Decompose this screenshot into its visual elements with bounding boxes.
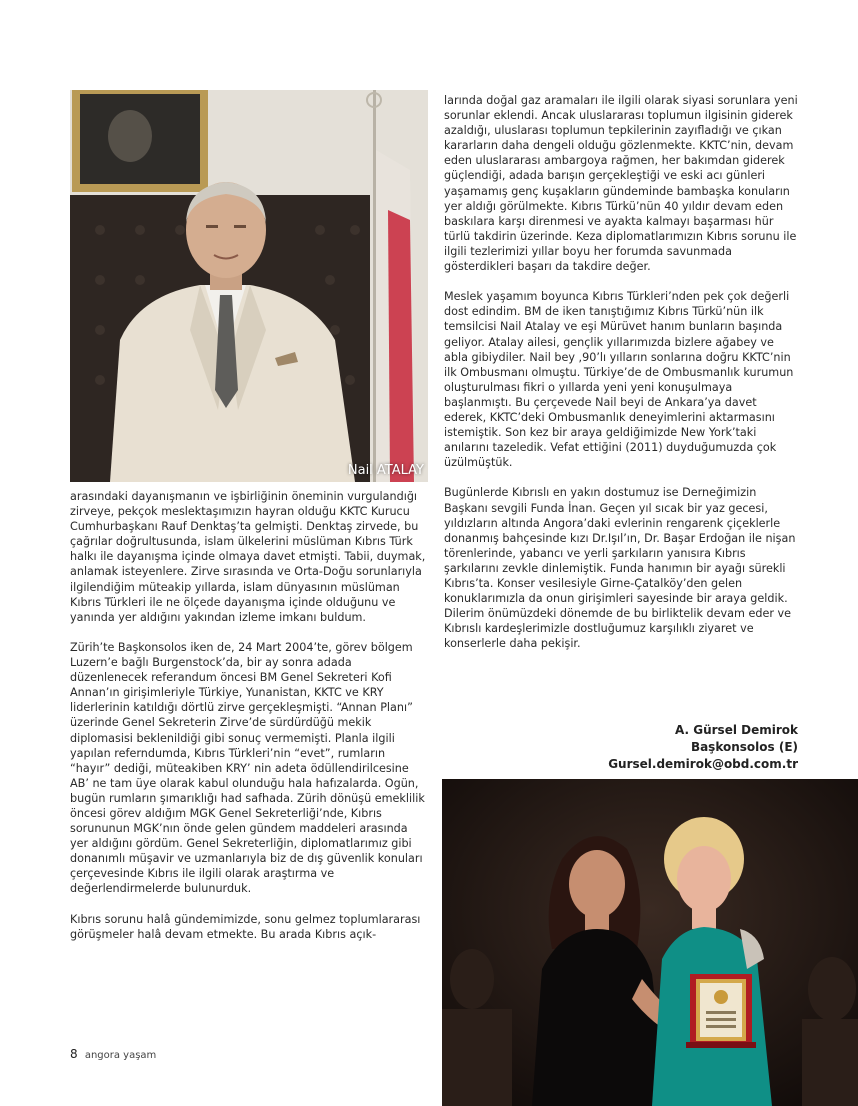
paragraph: Bugünlerde Kıbrıslı en yakın dostumuz ise Derneğimizin Başkanı sevgili Funda İnan. Geçen yıl sıcak bir yaz gecesi, yıldızların altında Angora’daki evlerinin rengarenk çiçeklerle donanmış bahçesinde kızı Dr.Işıl’ın, Dr. Başar Erdoğan ile nişan törenlerinde, yabancı ve yerli şarkıların yanısıra Kıbrıs şarkılarını zevkle dinlemiştik. Funda hanımın bir ayağı sürekli Kıbrıs’ta. Konser vesilesiyle Girne-Çatalköy’den gelen konuklarımızla da onun girişimleri sayesinde bir araya geldik. Dilerim önümüzdeki dönemde de bu birliktelik devam eder ve Kıbrıslı kardeşlerimizle dostluğumuz karşılıklı ziyaret ve konserlerle daha pekişir.: [444, 486, 796, 651]
paragraph: arasındaki dayanışmanın ve işbirliğinin öneminin vurgulandığı zirveye, pekçok meslektaşımızın hayran olduğu KKTC Kurucu Cumhurbaşkanı Rauf Denktaş’ta gelmişti. Denktaş zirvede, bu çağrılar doğrultusunda, islam ülkelerini müslüman Kıbrıs Türk halkı ile dayanışma içinde olmaya davet etmişti. Tabii, duymak, anlamak isteyenlere. Zirve sırasında ve Orta-Doğu sorunlarıyla ilgilendiğim müteakip yıllarda, islam dünyasının müslüman Kıbrıs Türkleri ile ne ölçede dayanışma içinde olduğunu ve yanında yer aldığını yakından izleme imkanı buldum.: [70, 490, 426, 624]
right-column: [444, 93, 800, 651]
author-title: Başkonsolos (E): [690, 740, 798, 754]
magazine-name: angora yaşam: [84, 1050, 157, 1061]
paragraph: Zürih’te Başkonsolos iken de, 24 Mart 2004’te, görev bölgem Luzern’e bağlı Burgenstock’da, bir ay sonra adada düzenlenecek referandum öncesi BM Genel Sekreteri Kofi Annan’ın girişimleriyle Türkiye, Yunanistan, KKTC ve KRY liderlerinin katıldığı dörtlü zirve gerçekleşmişti. “Annan Planı” üzerinde Genel Sekreterin Zirve’de sürdürdüğü mekik diplomasisi beklenildiği gibi sonuç vermemişti. Planla ilgili yapılan referndumda, Kıbrıs Türkleri’nin “evet”, rumların “hayır” dediği, müteakiben KRY’ nin adeta ödüllendirilcesine AB’ ne tam üye olarak kabul olunduğu hala hafızalarda. Ogün, bugün rumların şımarıklığı had safhada. Zürih dönüşü emeklilik öncesi görev aldığım MGK Genel Sekreterliği’nde, Kıbrıs sorununun MGK’nın önde gelen gündem maddeleri arasında yer aldığını gördüm. Genel Sekreterliğin, diplomatlarımız gibi donanımlı müşavir ve uzmanlarıyla biz de dış güvenlik konuları çerçevesinde Kıbrıs ile ilgili olarak araştırma ve değerlendirmelerde bulunurduk.: [70, 640, 425, 896]
left-column: [70, 489, 428, 942]
author-email: Gursel.demirok@obd.com.tr: [608, 757, 798, 771]
award-photo: [442, 779, 858, 1106]
paragraph: Kıbrıs sorunu halâ gündemimizde, sonu gelmez toplumlararası görüşmeler halâ devam etmekte. Bu arada Kıbrıs açık-: [70, 912, 421, 941]
author-signature: [498, 722, 798, 773]
page-footer: [70, 1047, 156, 1061]
photo-caption: Nail ATALAY: [347, 463, 424, 478]
page-number: 8: [70, 1047, 78, 1061]
author-name: A. Gürsel Demirok: [675, 723, 798, 737]
paragraph: Meslek yaşamım boyunca Kıbrıs Türkleri’nden pek çok değerli dost edindim. BM de iken tanıştığımız Kıbrıs Türkü’nün ilk temsilcisi Nail Atalay ve eşi Mürüvet hanım bunların başında geliyor. Atalay ailesi, gençlik yıllarımızda bizlere ağabey ve abla gibiydiler. Nail bey ,90’lı yılların sonlarına doğru KKTC’nin ilk Ombusmanı olmuştu. Türkiye’de de Ombusmanlık kurumun oluşturulması fikri o yıllarda yeni yeni konuşulmaya başlanmıştı. Bu çerçevede Nail beyi de Ankara’ya davet ederek, KKTC’deki Ombusmanlık deneyimlerini aktarmasını istemiştik. Son kez bir araya geldiğimizde New York’taki anılarını tazeledik. Vefat ettiğini (2011) duyduğumuzda çok üzülmüştük.: [444, 290, 794, 470]
portrait-photo: [70, 90, 428, 482]
portrait-illustration: [70, 90, 428, 482]
paragraph: larında doğal gaz aramaları ile ilgili olarak siyasi sorunlara yeni sorunlar eklendi. Ancak uluslararası toplumun ilgisinin giderek azaldığı, uluslarası toplumun tepkilerinin zayıfladığı ve çıkan kararların daha dengeli olduğu gözlenmekte. KKTC’nin, devam eden uluslararası ambargoya rağmen, her bakımdan giderek güçlendiği, adada barışın gerçekleştiği ve eski acı günleri yaşamamış genç kuşakların gündeminde bambaşka konuların yer aldığı görülmekte. Kıbrıs Türkü’nün 40 yıldır devam eden baskılara karşı direnmesi ve ayakta kalmayı başarması hür türlü takdirin üzerinde. Keza diplomatlarımızın Kıbrıs sorunu ile ilgili tezlerimizi yıllar boyu her forumda savunmada gösterdikleri başarı da takdire değer.: [444, 94, 798, 274]
award-illustration: [442, 779, 858, 1106]
